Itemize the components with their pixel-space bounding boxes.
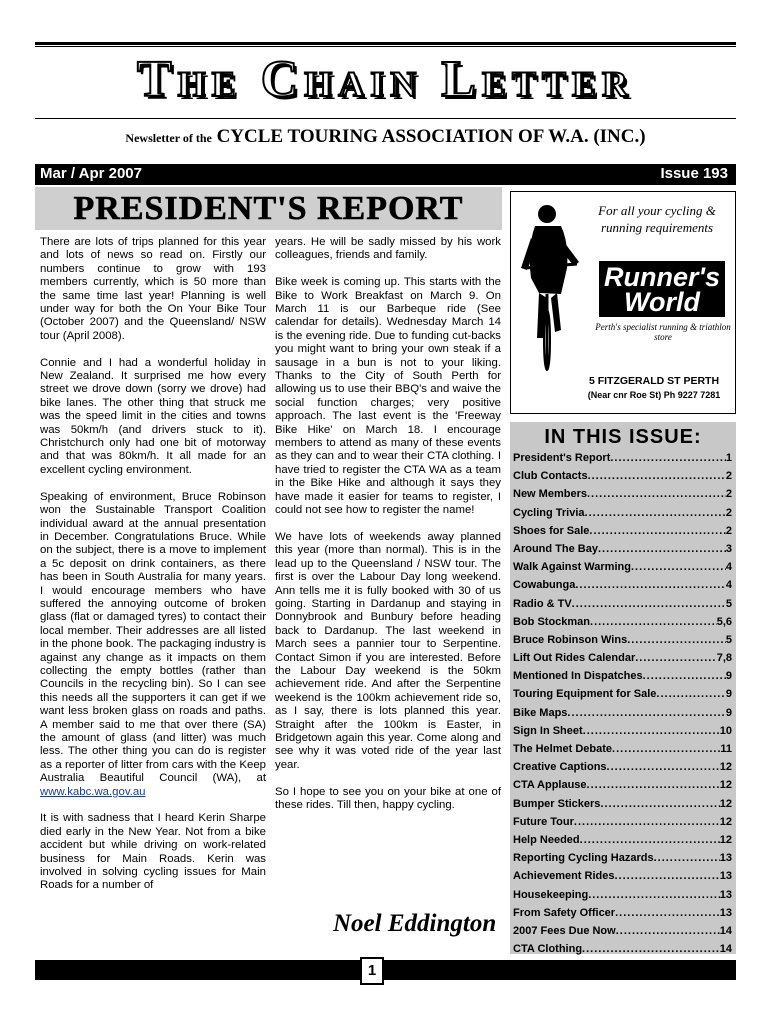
toc-item-title: Sign In Sheet — [513, 724, 583, 737]
toc-leader-dots — [631, 561, 726, 579]
toc-item-page: 4 — [725, 561, 732, 574]
toc-leader-dots — [574, 816, 720, 834]
toc-item-title: Future Tour — [513, 815, 574, 828]
toc-item-page: 12 — [719, 797, 732, 810]
toc-leader-dots — [607, 761, 720, 779]
toc-item[interactable] — [513, 688, 732, 706]
paragraph: We have lots of weekends away planned this year (more than normal). This is in the lead up to the Queensland / NSW tour. The first is over the Labour Day long weekend. Ann tells me it is fully booked with 30 of us going. Starting in Dardanup and staying in Donnybrook and Bunbury before heading back to Dardanup. The last weekend in March sees a pannier tour to Serpentine. Contact Simon if you are interested. Before the Labour Day weekend is the 50km achievement ride. And after the Serpentine weekend is the 100km achievement ride so, as I say, there is lots planned this year. Straight after the 100km is Easter, in Bridgetown again this year. Come along and see why it was voted ride of the year last year. — [275, 530, 501, 771]
toc-leader-dots — [627, 634, 726, 652]
toc-item-page: 13 — [719, 888, 732, 901]
toc-item[interactable] — [513, 943, 732, 961]
toc-item-page: 14 — [719, 924, 732, 937]
toc-item-title: Cowabunga — [513, 579, 576, 592]
issue-date: Mar / Apr 2007 — [40, 165, 142, 182]
toc-item[interactable] — [513, 525, 732, 543]
toc-item[interactable] — [513, 488, 732, 506]
runners-world-logo — [599, 261, 725, 317]
toc-leader-dots — [654, 852, 720, 870]
toc-item[interactable] — [513, 452, 732, 470]
toc-heading: IN THIS ISSUE: — [544, 426, 702, 448]
toc-item[interactable] — [513, 870, 732, 888]
toc-item[interactable] — [513, 834, 732, 852]
toc-leader-dots — [656, 688, 725, 706]
toc-item[interactable] — [513, 507, 732, 525]
article-column-1 — [40, 236, 266, 906]
toc-item-page: 7,8 — [716, 652, 732, 665]
logo-line-1: Runner's — [604, 262, 720, 292]
top-rule-thin — [35, 46, 736, 47]
toc-item-title: Mentioned In Dispatches — [513, 670, 643, 683]
toc-item-title: Cycling Trivia — [513, 506, 585, 519]
toc-item-title: Achievement Rides — [513, 870, 615, 883]
toc-item-page: 2 — [725, 470, 732, 483]
paragraph: Connie and I had a wonderful holiday in New Zealand. It surprised me how every street we drove down (sorry we drove) had bike lanes. The other thing that struck me was the speed limit in the cities and towns was 50km/h (and drivers stuck to it). Christchurch only had one bit of motorway and that was 80km/h. It all made for an excellent cycling environment. — [40, 356, 266, 476]
toc-item-page: 4 — [725, 579, 732, 592]
toc-item-title: From Safety Officer — [513, 906, 616, 919]
issue-bar — [35, 164, 736, 185]
paragraph: Bike week is coming up. This starts with the Bike to Work Breakfast on March 9. On March 11 is our Barbeque ride (See calendar for details). Wednesday March 14 is the evening ride. Due to funding cut-backs you might want to bring your own steak if a sausage in a bun is not to your liking. Thanks to the City of South Perth for allowing us to use their BBQ's and waive the social function charges; very positive approach. The last event is the 'Freeway Bike Hike' on March 18. I encourage members to attend as many of these events as they can and to wear their CTA clothing. I have tried to register the CTA WA as a team in the Bike Hike and although it says they have made it easier for teams to register, I could not see how to register the name! — [275, 276, 501, 517]
toc-item[interactable] — [513, 889, 732, 907]
toc-item[interactable] — [513, 579, 732, 597]
toc-item-page: 9 — [725, 670, 732, 683]
toc-item[interactable] — [513, 907, 732, 925]
toc-item-page: 12 — [719, 833, 732, 846]
toc-item[interactable] — [513, 798, 732, 816]
runners-world-ad — [510, 191, 736, 414]
ad-tagline: For all your cycling & running requirements — [598, 203, 716, 235]
toc-leader-dots — [588, 470, 726, 488]
subtitle-org: CYCLE TOURING ASSOCIATION OF W.A. (INC.) — [216, 126, 646, 147]
toc-item-title: Touring Equipment for Sale — [513, 688, 657, 701]
ad-phone: (Near cnr Roe St) Ph 9227 7281 — [587, 390, 721, 400]
toc-item[interactable] — [513, 761, 732, 779]
toc-leader-dots — [610, 452, 726, 470]
toc-item-title: 2007 Fees Due Now — [513, 924, 616, 937]
toc-item[interactable] — [513, 925, 732, 943]
toc-item-title: CTA Clothing — [513, 943, 583, 956]
toc-item-page: 13 — [719, 906, 732, 919]
toc-item-page: 5 — [725, 633, 732, 646]
toc-leader-dots — [585, 507, 726, 525]
toc-item-page: 13 — [719, 852, 732, 865]
toc-item-title: President's Report — [513, 452, 611, 464]
paragraph — [40, 491, 266, 799]
toc-leader-dots — [567, 707, 725, 725]
toc-item-page: 12 — [719, 779, 732, 792]
toc-item[interactable] — [513, 707, 732, 725]
toc-leader-dots — [600, 798, 719, 816]
toc-item-page: 5 — [725, 597, 732, 610]
article-heading: PRESIDENT'S REPORT — [73, 190, 464, 227]
toc-leader-dots — [588, 889, 720, 907]
toc-leader-dots — [635, 652, 716, 670]
toc-leader-dots — [582, 943, 720, 961]
toc-leader-dots — [598, 543, 726, 561]
toc-item[interactable] — [513, 670, 732, 688]
toc-item-title: Reporting Cycling Hazards — [513, 852, 654, 865]
issue-number: Issue 193 — [660, 165, 728, 182]
toc-item-title: Walk Against Warming — [513, 561, 631, 574]
toc-item[interactable] — [513, 652, 732, 670]
toc-item-page: 9 — [725, 688, 732, 701]
paragraph-text: Speaking of environment, Bruce Robinson won the Sustainable Transport Coalition individual award at the annual presentation in December. Congratulations Bruce. While on the subject, there is a move to implement a 5c deposit on drink containers, as there has been in South Australia for many years. I would encourage members who have suffered the annoying outcome of broken glass (flat or damaged tyres) to contact their local member. Their addresses are all listed in the phone book. The packaging industry is against any change as it impacts on them collecting the empty bottles (rather than Councils in the recycling bin). So I can see this needs all the supporters it can get if we want less broken glass on roads and paths. A member said to me that over there (SA) the amount of glass (and litter) was much less. The other thing you can do is register as a reporter of litter from cars with the Keep Australia Beautiful Council (WA), at — [40, 490, 266, 785]
toc-item-page: 12 — [719, 815, 732, 828]
cyclist-icon — [517, 198, 587, 374]
toc-leader-dots — [587, 488, 726, 506]
article-column-2 — [275, 236, 501, 826]
toc-item-page: 13 — [719, 870, 732, 883]
toc-item-title: Bob Stockman — [513, 615, 591, 628]
toc-item-page: 2 — [725, 524, 732, 537]
toc-item-page: 11 — [720, 743, 732, 755]
toc-leader-dots — [616, 925, 720, 943]
article-heading-box — [35, 187, 502, 230]
toc-item[interactable] — [513, 634, 732, 652]
toc-item-title: Around The Bay — [513, 542, 598, 555]
masthead-subtitle — [35, 126, 736, 148]
toc-leader-dots — [643, 670, 726, 688]
signature: Noel Eddington — [333, 910, 497, 937]
toc-leader-dots — [589, 525, 725, 543]
in-this-issue-box — [510, 422, 736, 954]
toc-item[interactable] — [513, 543, 732, 561]
toc-item[interactable] — [513, 561, 732, 579]
toc-leader-dots — [612, 743, 720, 761]
top-rule — [35, 42, 736, 45]
toc-item[interactable] — [513, 743, 732, 761]
masthead-title: The Chain Letter — [137, 51, 634, 108]
ad-address: 5 FITZGERALD ST PERTH — [588, 375, 720, 387]
logo-subtitle: Perth's specialist running & triathlon store — [595, 322, 731, 342]
logo-line-2: World — [624, 287, 700, 317]
toc-item[interactable] — [513, 616, 732, 634]
toc-item-title: The Helmet Debate — [513, 743, 613, 755]
toc-item-page: 3 — [725, 542, 732, 555]
toc-item[interactable] — [513, 852, 732, 870]
paragraph: years. He will be sadly missed by his work colleagues, friends and family. — [275, 236, 501, 262]
toc-item-title: Housekeeping — [513, 888, 589, 901]
subtitle-prefix: Newsletter of the — [125, 131, 212, 145]
toc-item-title: Bumper Stickers — [513, 797, 601, 810]
paragraph: There are lots of trips planned for this year and lots of news so read on. Firstly our numbers continue to grow with 193 members currently, which is 50 more than the same time last year! Planning is well under way for both the On Your Bike Tour (October 2007) and the Queensland/ NSW tour (April 2008). — [40, 236, 266, 342]
toc-item[interactable] — [513, 779, 732, 797]
toc-item-title: CTA Applause — [513, 779, 587, 792]
toc-item-page: 9 — [725, 706, 732, 719]
page-number: 1 — [360, 957, 384, 985]
toc-leader-dots — [572, 598, 726, 616]
toc-leader-dots — [614, 870, 719, 888]
toc-item-title: Bruce Robinson Wins — [513, 633, 628, 646]
toc-leader-dots — [580, 834, 720, 852]
toc-leader-dots — [575, 579, 726, 597]
toc-item-page: 2 — [725, 488, 732, 501]
toc-item-title: Radio & TV — [513, 597, 572, 610]
toc-item-title: Bike Maps — [513, 706, 568, 719]
toc-item-page: 5,6 — [716, 615, 732, 628]
toc-leader-dots — [615, 907, 720, 925]
kabc-link[interactable]: www.kabc.wa.gov.au — [40, 785, 146, 798]
toc-list — [513, 452, 732, 961]
toc-item[interactable] — [513, 816, 732, 834]
toc-leader-dots — [583, 725, 720, 743]
toc-item[interactable] — [513, 470, 732, 488]
toc-item-page: 14 — [719, 943, 732, 956]
toc-item-page: 10 — [719, 724, 732, 737]
toc-item-title: Help Needed — [513, 833, 580, 846]
toc-item-title: Club Contacts — [513, 470, 588, 483]
toc-item-title: Creative Captions — [513, 761, 607, 774]
toc-item[interactable] — [513, 598, 732, 616]
paragraph: So I hope to see you on your bike at one of these rides. Till then, happy cycling. — [275, 785, 501, 812]
toc-item[interactable] — [513, 725, 732, 743]
toc-item-page: 12 — [719, 761, 732, 774]
toc-item-title: New Members — [513, 488, 587, 501]
paragraph: It is with sadness that I heard Kerin Sharpe died early in the New Year. Not from a bike accident but while driving on work-related business for Main Roads. Kerin was involved in solving cycling issues for Main Roads for a number of — [40, 812, 266, 892]
toc-item-page: 1 — [725, 452, 732, 464]
toc-item-page: 2 — [725, 506, 732, 519]
toc-leader-dots — [587, 779, 720, 797]
toc-item-title: Lift Out Rides Calendar — [513, 652, 636, 665]
footer-bar — [35, 960, 736, 980]
masthead-rule — [35, 118, 736, 119]
toc-leader-dots — [590, 616, 717, 634]
toc-item-title: Shoes for Sale — [513, 524, 590, 537]
